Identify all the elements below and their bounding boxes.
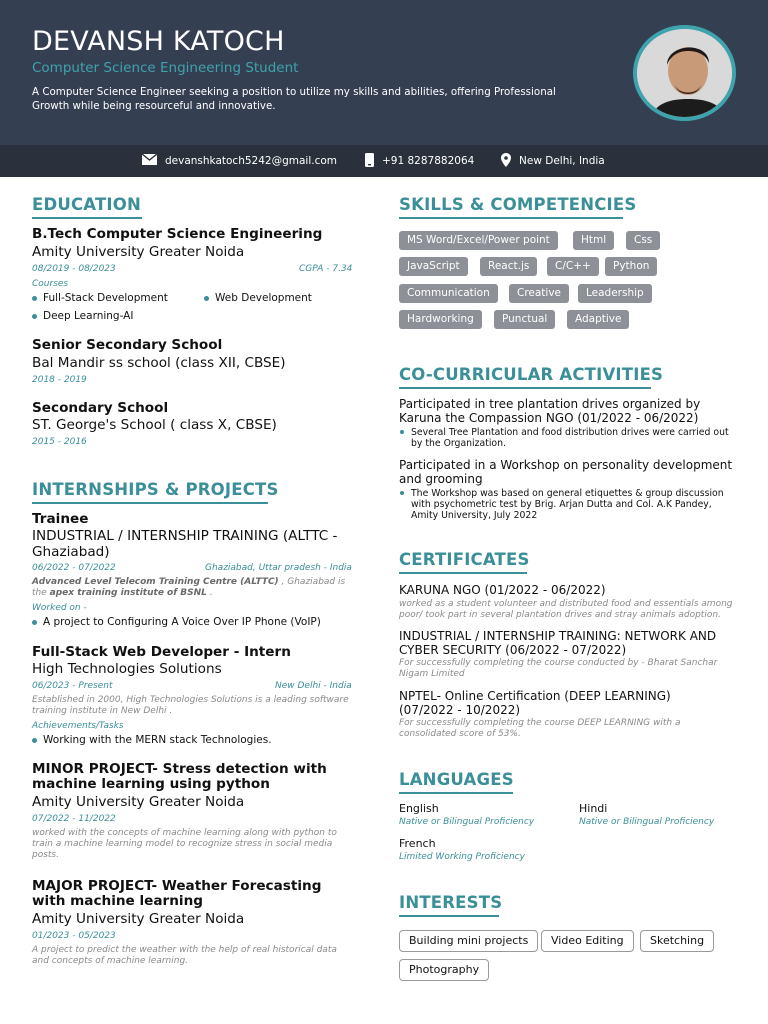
bullet-dot <box>400 491 404 495</box>
email-text: devanshkatoch5242@gmail.com <box>165 155 337 167</box>
language-name: Hindi <box>579 802 608 815</box>
experience-title: Trainee <box>32 511 89 527</box>
internships-heading: INTERNSHIPS & PROJECTS <box>32 480 268 504</box>
interest-tag: Building mini projects <box>399 930 538 952</box>
education-dates: 08/2019 - 08/2023 <box>32 264 116 274</box>
course-item <box>32 310 133 323</box>
skill-tag: Creative <box>509 284 569 303</box>
experience-location: Ghaziabad, Uttar pradesh - India <box>205 563 352 573</box>
bullet-dot <box>32 314 37 319</box>
bullet-text: A project to Configuring A Voice Over IP Phone (VoIP) <box>43 616 321 628</box>
education-degree: Senior Secondary School <box>32 337 223 353</box>
course-text: Full-Stack Development <box>43 292 168 304</box>
skill-tag: Hardworking <box>399 310 482 329</box>
skill-tag: Leadership <box>578 284 652 303</box>
education-cgpa: CGPA - 7.34 <box>299 264 353 274</box>
experience-dates: 06/2023 - Present <box>32 681 113 691</box>
project-dates: 01/2023 - 05/2023 <box>32 931 116 941</box>
experience-dates: 06/2022 - 07/2022 <box>32 563 116 573</box>
certificates-heading: CERTIFICATES <box>399 550 527 574</box>
desc-text: , Ghaziabad is the <box>32 577 346 598</box>
bullet-text: Working with the MERN stack Technologies. <box>43 734 272 746</box>
resume-header <box>0 0 768 145</box>
experience-org: INDUSTRIAL / INTERNSHIP TRAINING (ALTTC - Ghaziabad) <box>32 528 338 560</box>
profile-photo-illustration <box>637 29 736 121</box>
cocurricular-heading: CO-CURRICULAR ACTIVITIES <box>399 365 651 389</box>
education-school: Amity University Greater Noida <box>32 244 245 260</box>
skill-tag: Adaptive <box>567 310 629 329</box>
education-school: Bal Mandir ss school (class XII, CBSE) <box>32 355 286 371</box>
project-title: MAJOR PROJECT- Weather Forecasting with machine learning <box>32 878 322 909</box>
candidate-name: DEVANSH KATOCH <box>32 26 285 57</box>
skill-tag: Html <box>573 231 614 250</box>
certificate-description: worked as a student volunteer and distributed food and essentials among poor/ took part in several plantation drives and stray animals adoption. <box>399 599 733 620</box>
contact-phone[interactable] <box>365 145 474 177</box>
contact-email[interactable] <box>142 145 337 177</box>
experience-bullet <box>32 734 272 747</box>
project-dates: 07/2022 - 11/2022 <box>32 814 116 824</box>
courses-label: Courses <box>32 279 69 289</box>
education-school: ST. George's School ( class X, CBSE) <box>32 417 277 433</box>
skill-tag: JavaScript <box>399 257 468 276</box>
phone-icon <box>365 153 374 170</box>
bullet-dot <box>204 296 209 301</box>
skill-tag: Communication <box>399 284 498 303</box>
skill-tag: Css <box>626 231 660 250</box>
experience-org: High Technologies Solutions <box>32 661 222 677</box>
skill-tag: C/C++ <box>547 257 599 276</box>
course-item <box>204 292 312 305</box>
bullet-dot <box>32 296 37 301</box>
certificate-description: For successfully completing the course conducted by - Bharat Sanchar Nigam Limited <box>399 658 718 679</box>
activity-title: Participated in tree plantation drives organized by Karuna the Compassion NGO (01/2022 - 06/2022) <box>399 397 701 425</box>
skill-tag: Python <box>605 257 657 276</box>
achievements-label: Achievements/Tasks <box>32 721 124 731</box>
experience-title: Full-Stack Web Developer - Intern <box>32 644 291 660</box>
language-name: English <box>399 802 439 815</box>
location-pin-icon <box>501 153 511 170</box>
course-text: Web Development <box>215 292 312 304</box>
desc-bold-inst: apex training institute of BSNL <box>49 588 207 598</box>
language-level: Limited Working Proficiency <box>399 852 525 862</box>
interests-heading: INTERESTS <box>399 893 499 917</box>
bullet-dot <box>32 620 37 625</box>
experience-location: New Delhi - India <box>275 681 352 691</box>
project-org: Amity University Greater Noida <box>32 794 245 810</box>
bullet-dot <box>32 738 37 743</box>
interest-tag: Video Editing <box>541 930 634 952</box>
activity-bullet <box>399 488 739 521</box>
contact-location <box>501 145 605 177</box>
skills-heading: SKILLS & COMPETENCIES <box>399 195 623 219</box>
worked-on-label: Worked on - <box>32 603 87 613</box>
language-name: French <box>399 837 436 850</box>
activity-bullet <box>399 427 739 449</box>
skill-tag: MS Word/Excel/Power point <box>399 231 558 250</box>
education-heading: EDUCATION <box>32 195 142 219</box>
contact-bar <box>0 145 768 177</box>
experience-description: Established in 2000, High Technologies Solutions is a leading software training institute in New Delhi . <box>32 695 349 716</box>
experience-description <box>32 577 354 599</box>
experience-bullet <box>32 616 321 629</box>
certificate-title: KARUNA NGO (01/2022 - 06/2022) <box>399 583 606 597</box>
certificate-description: For successfully completing the course DEEP LEARNING with a consolidated score of 53%. <box>399 718 681 739</box>
phone-text: +91 8287882064 <box>382 155 475 167</box>
bullet-text: Several Tree Plantation and food distribution drives were carried out by the Organization. <box>411 427 729 449</box>
language-level: Native or Bilingual Proficiency <box>399 817 535 827</box>
bullet-text: The Workshop was based on general etiquettes & group discussion with psychometric test by Brig. Arjan Dutta and Col. A.K Pandey, Amity University, July 2022 <box>411 488 724 521</box>
education-degree: B.Tech Computer Science Engineering <box>32 226 323 242</box>
course-text: Deep Learning-AI <box>43 310 134 322</box>
profile-summary: A Computer Science Engineer seeking a position to utilize my skills and abilities, offering Professional Growth while being resourceful and innovative. <box>32 86 556 112</box>
desc-end: . <box>206 588 213 598</box>
interest-tag: Sketching <box>640 930 714 952</box>
education-dates: 2018 - 2019 <box>32 375 87 385</box>
bullet-dot <box>400 430 404 434</box>
skill-tag: Punctual <box>494 310 555 329</box>
project-description: worked with the concepts of machine learning along with python to train a machine learning model to recognize stress in social media posts. <box>32 828 337 860</box>
languages-heading: LANGUAGES <box>399 770 513 794</box>
course-item <box>32 292 168 305</box>
project-description: A project to predict the weather with the help of real historical data and concepts of machine learning. <box>32 945 337 966</box>
language-level: Native or Bilingual Proficiency <box>579 817 715 827</box>
skill-tag: React.js <box>480 257 537 276</box>
certificate-title: NPTEL- Online Certification (DEEP LEARNING) (07/2022 - 10/2022) <box>399 689 671 717</box>
education-degree: Secondary School <box>32 400 169 416</box>
location-text: New Delhi, India <box>519 155 605 167</box>
desc-bold-org: Advanced Level Telecom Training Centre (ALTTC) <box>32 577 279 587</box>
project-title: MINOR PROJECT- Stress detection with machine learning using python <box>32 761 327 792</box>
candidate-title: Computer Science Engineering Student <box>32 60 299 76</box>
activity-title: Participated in a Workshop on personality development and grooming <box>399 458 733 486</box>
project-org: Amity University Greater Noida <box>32 911 245 927</box>
certificate-title: INDUSTRIAL / INTERNSHIP TRAINING: NETWORK AND CYBER SECURITY (06/2022 - 07/2022) <box>399 629 717 657</box>
mail-icon <box>142 154 157 168</box>
education-dates: 2015 - 2016 <box>32 437 87 447</box>
interest-tag: Photography <box>399 959 489 981</box>
profile-photo <box>633 25 736 121</box>
